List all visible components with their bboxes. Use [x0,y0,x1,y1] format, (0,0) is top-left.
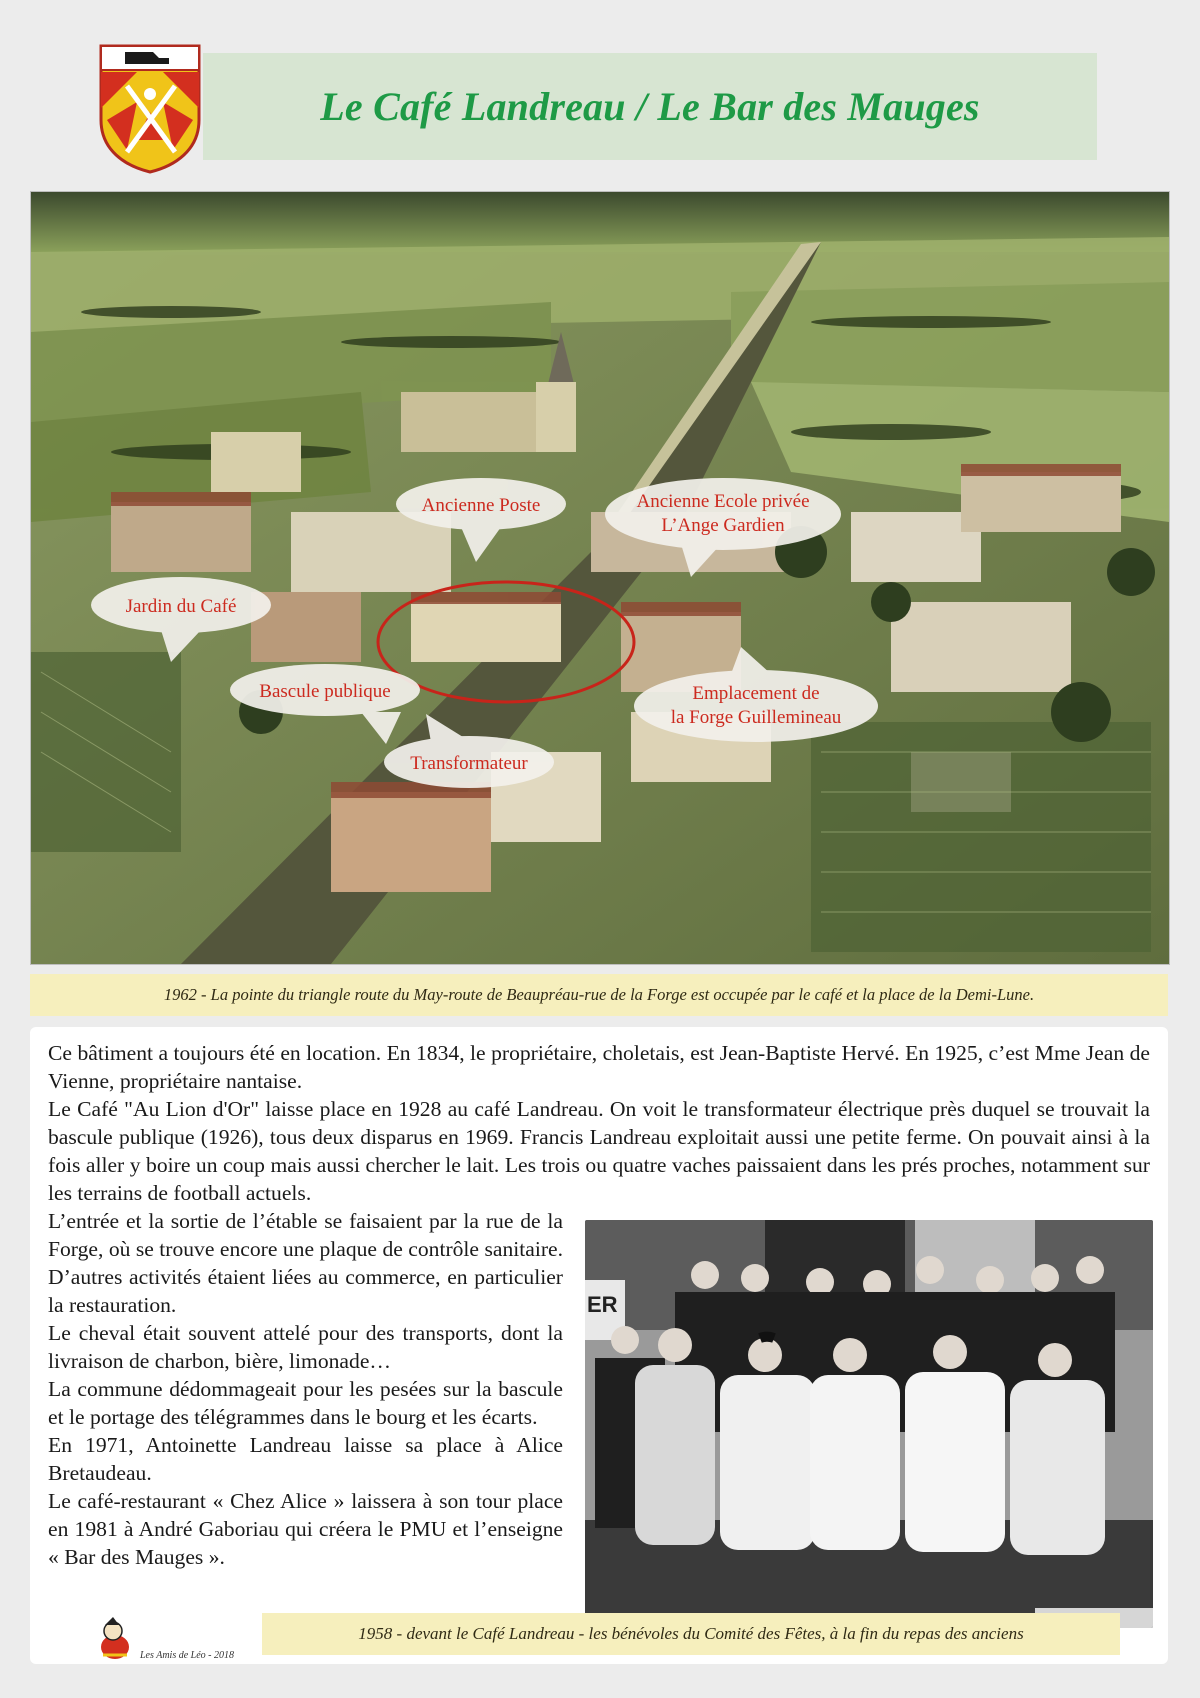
label-emplacement: Emplacement de [692,683,820,704]
label-jardin-du-cafe: Jardin du Café [125,596,237,617]
coat-of-arms-icon [97,42,203,174]
label-ange-gardien: L’Ange Gardien [661,515,785,536]
title-band [203,53,1097,160]
intro-paragraph [48,1039,1150,1207]
paragraph-line: Ce bâtiment a toujours été en location. En 1834, le propriétaire, choletais, est Jean-Baptiste Hervé. En 1925, c’est Mme Jean de Vienne, propriétaire nantaise. [48,1041,1150,1093]
paragraph-line: L’entrée et la sortie de l’étable se faisaient par la rue de la Forge, où se trouve encore une plaque de contrôle sanitaire. D’autres activités étaient liées au commerce, en particulier la restauration. [48,1209,563,1317]
paragraph-line: Le cheval était souvent attelé pour des transports, dont la livraison de charbon, bière, limonade… [48,1321,563,1373]
group-photo [585,1220,1153,1628]
aerial-photo [30,191,1170,965]
group-caption: 1958 - devant le Café Landreau - les bénévoles du Comité des Fêtes, à la fin du repas des anciens [262,1613,1120,1655]
paragraph-line: La commune dédommageait pour les pesées sur la bascule et le portage des télégrammes dans le bourg et les écarts. [48,1377,563,1429]
sign-left: ER [587,1292,618,1317]
page-title: Le Café Landreau / Le Bar des Mauges [320,84,980,129]
label-bascule-publique: Bascule publique [259,681,391,702]
label-forge-guillemineau: la Forge Guillemineau [670,707,842,728]
paragraph-line: Le café-restaurant « Chez Alice » laissera à son tour place en 1981 à André Gaboriau qui créera le PMU et l’enseigne « Bar des Mauges ». [48,1489,563,1569]
column-paragraph [48,1207,563,1571]
paragraph-line: En 1971, Antoinette Landreau laisse sa place à Alice Bretaudeau. [48,1433,563,1485]
label-ancienne-ecole: Ancienne Ecole privée [636,491,810,512]
text-panel [30,1027,1168,1664]
label-transformateur: Transformateur [410,753,528,774]
paragraph-line: Le Café "Au Lion d'Or" laisse place en 1928 au café Landreau. On voit le transformateur électrique près duquel se trouvait la bascule publique (1926), tous deux disparus en 1969. Francis Landreau exploitait aussi une petite ferme. On pouvait ainsi à la fois aller y boire un coup mais aussi chercher le lait. Les trois ou quatre vaches paissaient dans les prés proches, notamment sur les terrains de football actuels. [48,1097,1150,1205]
aerial-caption: 1962 - La pointe du triangle route du May-route de Beaupréau-rue de la Forge est occupée par le café et la place de la Demi-Lune. [30,974,1168,1016]
credit-text: Les Amis de Léo - 2018 [140,1650,234,1661]
label-ancienne-poste: Ancienne Poste [421,495,541,516]
